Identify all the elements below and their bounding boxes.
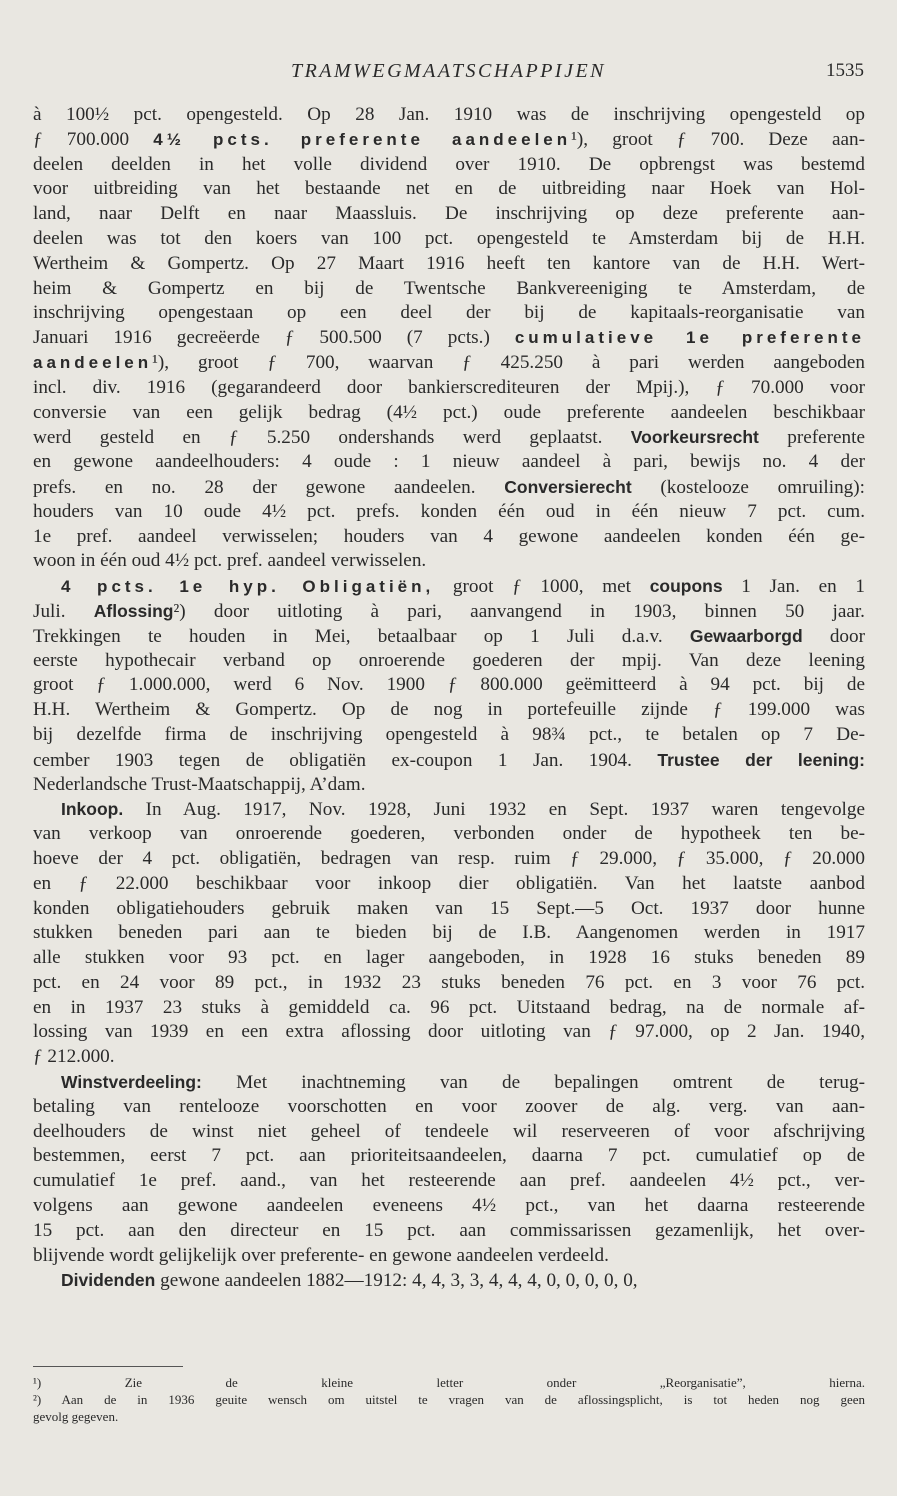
text-line (33, 177, 865, 202)
text-line (33, 326, 865, 351)
text-line (33, 475, 865, 500)
page-header (0, 60, 897, 90)
text-line (33, 599, 865, 624)
text-run: lossing van 1939 en een extra aflossing door uitloting van ƒ 97.000, op 2 Jan. 1940, (33, 1021, 865, 1043)
text-run: Met inachtneming van de bepalingen omtrent de terug- (201, 1072, 865, 1094)
text-line (33, 921, 865, 946)
text-run: voor uitbreiding van het bestaande net en de uitbreiding naar Hoek van Hol- (33, 178, 865, 200)
text-run: heim & Gompertz en bij de Twentsche Bankvereeniging te Amsterdam, de (33, 277, 865, 299)
text-run: en gewone aandeelhouders: 4 oude : 1 nieuw aandeel à pari, bewijs no. 4 der (33, 451, 865, 473)
text-line (33, 425, 865, 450)
text-line (33, 822, 865, 847)
text-run: à 100½ pct. opengesteld. Op 28 Jan. 1910 was de inschrijving opengesteld op (33, 104, 865, 125)
text-run: en in 1937 23 stuks à gemiddeld ca. 96 pct. Uitstaand bedrag, na de normale af- (33, 996, 865, 1018)
text-run: stukken beneden pari aan te bieden bij de I.B. Aangenomen werden in 1917 (33, 922, 865, 944)
text-run: ƒ 700.000 (33, 128, 154, 150)
text-run: Wertheim & Gompertz. Op 27 Maart 1916 heeft ten kantore van de H.H. Wert- (33, 252, 865, 274)
text-line (33, 450, 865, 475)
text-run: conversie van een gelijk bedrag (4½ pct.) oude preferente aandeelen beschikbaar (33, 401, 865, 423)
text-line (33, 202, 865, 227)
text-line (33, 525, 865, 550)
text-run: Nederlandsche Trust-Maatschappij, A’dam. (33, 773, 366, 795)
text-line (33, 301, 865, 326)
text-run: ²) door uitloting à pari, aanvangend in 1903, binnen 50 jaar. (173, 600, 865, 622)
text-line (33, 252, 865, 277)
text-run: groot ƒ 1000, met (434, 576, 650, 598)
text-line (33, 673, 865, 698)
text-run: prefs. en no. 28 der gewone aandeelen. (33, 476, 505, 498)
text-line (33, 227, 865, 252)
text-run: (kostelooze omruiling): (631, 476, 865, 498)
text-line (33, 773, 865, 798)
text-line (33, 277, 865, 302)
text-line (33, 996, 865, 1021)
text-line (33, 649, 865, 674)
text-run: 1e pref. aandeel verwisselen; houders van 4 gewone aandeelen konden één ge- (33, 525, 865, 547)
running-title: TRAMWEGMAATSCHAPPIJEN (290, 60, 607, 82)
text-line (33, 897, 865, 922)
text-run: In Aug. 1917, Nov. 1928, Juni 1932 en Sept. 1937 waren tengevolge (123, 799, 865, 821)
emphasis-term: cumulatieve 1e preferente (514, 328, 865, 348)
text-run: incl. div. 1916 (gegarandeerd door bankierscrediteuren der Mpij.), ƒ 70.000 voor (33, 376, 865, 398)
text-run: houders van 10 oude 4½ pct. prefs. konden één oud in één nieuw 7 pct. cum. (33, 500, 865, 522)
emphasis-term: Inkoop. (61, 799, 124, 820)
text-run: alle stukken voor 93 pct. en lager aangeboden, in 1928 16 stuks beneden 89 (33, 947, 865, 969)
text-line (33, 723, 865, 748)
text-run: eerste hypothecair verband op onroerende goederen der mpij. Van deze leening (33, 649, 865, 671)
text-line (33, 797, 865, 822)
text-line (33, 872, 865, 897)
text-line (33, 153, 865, 178)
text-line (33, 1020, 865, 1045)
text-line (33, 698, 865, 723)
emphasis-term: 4 pcts. 1e hyp. Obligatiën, (61, 577, 435, 597)
text-run: konden obligatiehouders gebruik maken van 15 Sept.—5 Oct. 1937 door hunne (33, 897, 865, 919)
text-run: 15 pct. aan den directeur en 15 pct. aan commissarissen gezamenlijk, het over- (33, 1219, 865, 1241)
text-line (33, 1219, 865, 1244)
text-run: en ƒ 22.000 beschikbaar voor inkoop dier obligatiën. Van het laatste aanbod (33, 872, 865, 894)
text-run: inschrijving opengestaan op een deel der bij de kapitaals-reorganisatie van (33, 302, 865, 324)
text-line (33, 1244, 865, 1269)
text-run: preferente (758, 427, 865, 449)
text-run: ¹), groot ƒ 700. Deze aan- (571, 128, 865, 150)
text-line (33, 500, 865, 525)
text-line (33, 351, 865, 376)
text-line (33, 1120, 865, 1145)
text-run: deelhouders de winst niet geheel of tendeele wil reserveeren of voor afschrijving (33, 1120, 865, 1142)
text-run: Trekkingen te houden in Mei, betaalbaar op 1 Juli d.a.v. (33, 625, 690, 647)
emphasis-term: Trustee der leening: (657, 749, 865, 770)
text-line (33, 401, 865, 426)
text-line (33, 1194, 865, 1219)
text-run: pct. en 24 voor 89 pct., in 1932 23 stuks beneden 76 pct. en 3 voor 76 pct. (33, 971, 865, 993)
emphasis-term: Dividenden (61, 1270, 156, 1291)
text-line (33, 1095, 865, 1120)
footnote-1: ¹) Zie de kleine letter onder „Reorganisatie”, hierna. (33, 1375, 865, 1390)
footnote-2-continuation: gevolg gegeven. (33, 1409, 119, 1424)
page-number: 1535 (826, 60, 864, 81)
text-line (33, 128, 865, 153)
emphasis-term: aandeelen (33, 352, 153, 372)
text-line (33, 1070, 865, 1095)
text-run: werd gesteld en ƒ 5.250 ondershands werd geplaatst. (33, 427, 631, 449)
text-line (33, 103, 865, 128)
emphasis-term: Winstverdeeling: (61, 1072, 202, 1093)
text-line (33, 847, 865, 872)
text-run: cember 1903 tegen de obligatiën ex-coupon 1 Jan. 1904. (33, 749, 658, 771)
footnote-2: ²) Aan de in 1936 geuite wensch om uitstel te vragen van de aflossingsplicht, is tot heden nog geen (33, 1392, 865, 1407)
text-line (33, 1169, 865, 1194)
body-text (33, 103, 865, 1293)
text-line (33, 1144, 865, 1169)
text-run: groot ƒ 1.000.000, werd 6 Nov. 1900 ƒ 800.000 geëmitteerd à 94 pct. bij de (33, 674, 865, 696)
emphasis-term: Voorkeursrecht (630, 427, 759, 448)
text-line (33, 376, 865, 401)
text-run: hoeve der 4 pct. obligatiën, bedragen van resp. ruim ƒ 29.000, ƒ 35.000, ƒ 20.000 (33, 847, 865, 869)
emphasis-term: coupons (649, 576, 723, 597)
text-run: Juli. (33, 600, 94, 622)
text-run: ƒ 212.000. (33, 1046, 115, 1068)
text-run: bestemmen, eerst 7 pct. aan prioriteitsaandeelen, daarna 7 pct. cumulatief op de (33, 1145, 865, 1167)
text-line (33, 946, 865, 971)
text-line (33, 574, 865, 599)
text-run: blijvende wordt gelijkelijk over preferente- en gewone aandeelen verdeeld. (33, 1244, 609, 1266)
text-run: Januari 1916 gecreëerde ƒ 500.500 (7 pcts.) (33, 327, 515, 349)
text-run: bij dezelfde firma de inschrijving opengesteld à 98¾ pct., te betalen op 7 De- (33, 723, 865, 745)
text-line (33, 1268, 865, 1293)
text-line (33, 1045, 865, 1070)
text-line (33, 549, 865, 574)
text-run: woon in één oud 4½ pct. pref. aandeel verwisselen. (33, 550, 427, 572)
emphasis-term: 4½ pcts. preferente aandeelen (153, 129, 572, 149)
text-run: land, naar Delft en naar Maassluis. De inschrijving op deze preferente aan- (33, 203, 865, 225)
emphasis-term: Aflossing (93, 600, 174, 621)
text-line (33, 624, 865, 649)
text-run: volgens aan gewone aandeelen eveneens 4½ pct., van het daarna resteerende (33, 1195, 865, 1217)
text-run: cumulatief 1e pref. aand., van het resteerende aan pref. aandeelen 4½ pct., ver- (33, 1170, 865, 1192)
text-run: door (802, 625, 865, 647)
text-run: deelen deelden in het volle dividend over 1910. De opbrengst was bestemd (33, 153, 865, 175)
text-run: van verkoop van onroerende goederen, verbonden onder de hypotheek ten be- (33, 823, 865, 845)
footnotes (33, 1374, 865, 1425)
text-run: 1 Jan. en 1 (722, 576, 865, 598)
text-run: ¹), groot ƒ 700, waarvan ƒ 425.250 à pari werden aangeboden (152, 351, 865, 373)
emphasis-term: Conversierecht (504, 476, 632, 497)
text-run: gewone aandeelen 1882—1912: 4, 4, 3, 3, 4, 4, 4, 0, 0, 0, 0, 0, (155, 1270, 638, 1292)
text-line (33, 971, 865, 996)
footnote-rule (33, 1366, 183, 1367)
text-line (33, 748, 865, 773)
text-run: betaling van rentelooze voorschotten en voor zoover de alg. verg. van aan- (33, 1095, 865, 1117)
text-run: H.H. Wertheim & Gompertz. Op de nog in portefeuille zijnde ƒ 199.000 was (33, 699, 865, 721)
text-run: deelen was tot den koers van 100 pct. opengesteld te Amsterdam bij de H.H. (33, 227, 865, 249)
emphasis-term: Gewaarborgd (689, 625, 803, 646)
